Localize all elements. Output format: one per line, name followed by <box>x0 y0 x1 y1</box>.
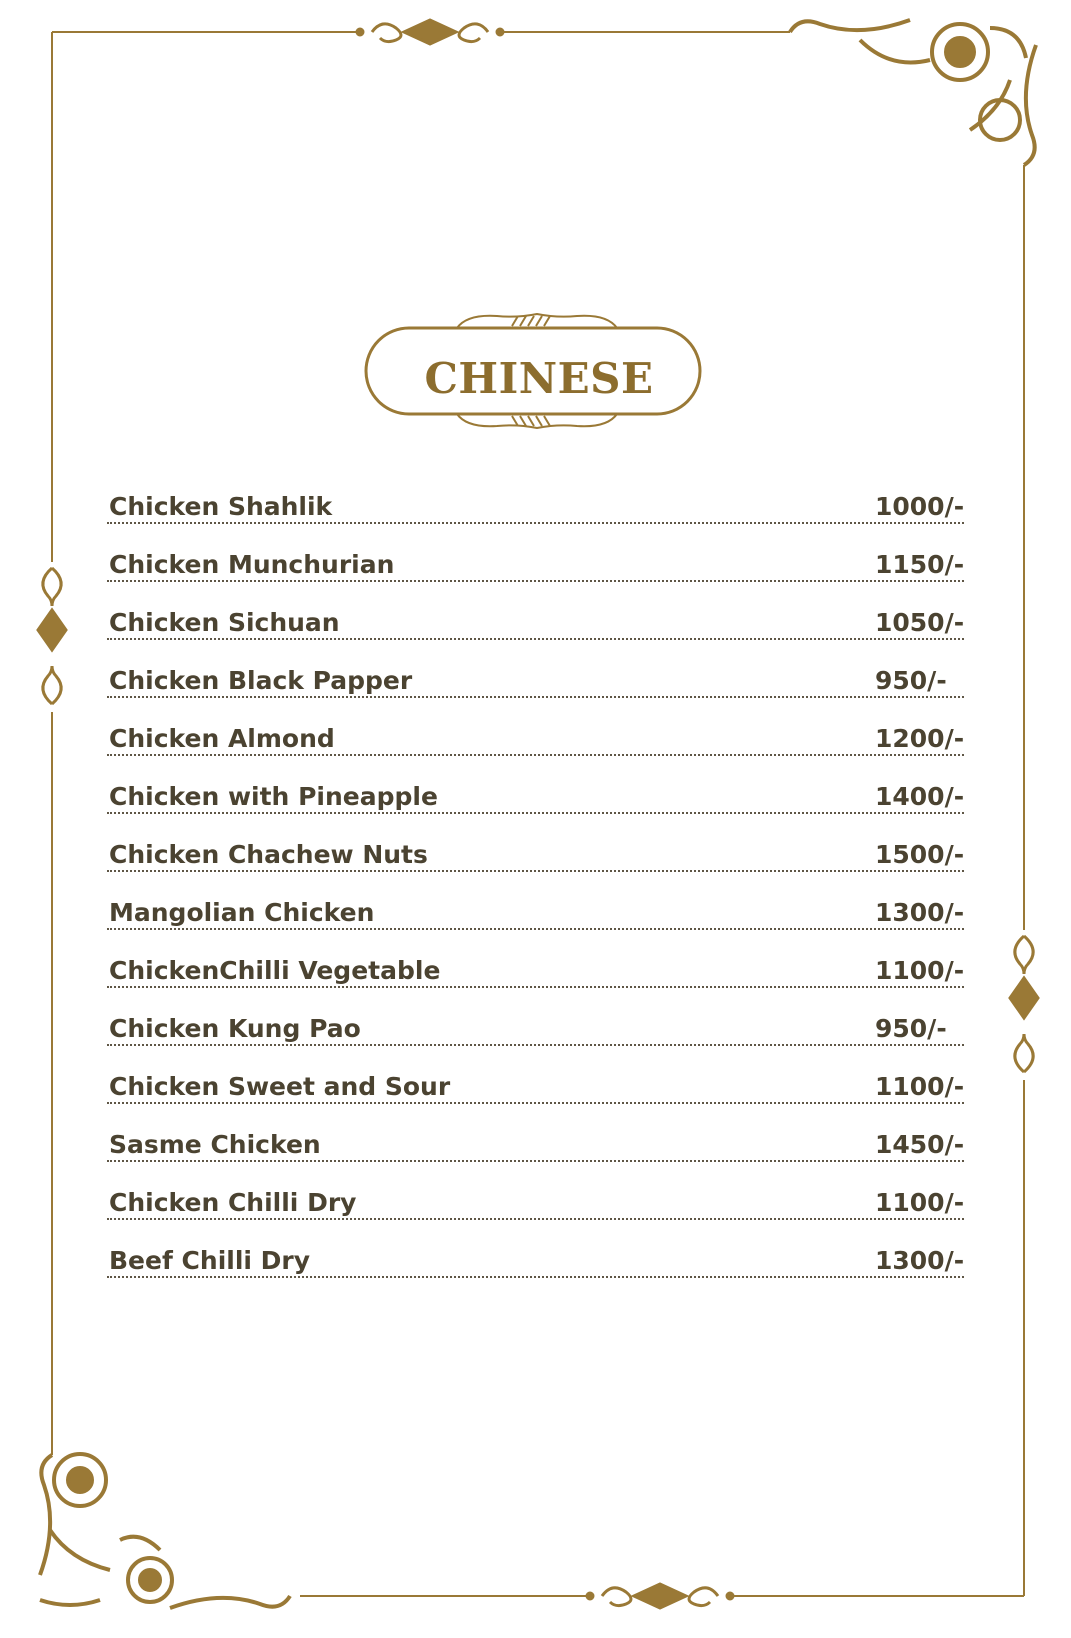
menu-item-row <box>107 698 964 756</box>
menu-item-name: Beef Chilli Dry <box>109 1246 311 1275</box>
menu-item-row <box>107 1162 964 1220</box>
menu-item-name: Chicken Kung Pao <box>109 1014 361 1043</box>
menu-item-name: Chicken Chachew Nuts <box>109 840 428 869</box>
section-title-cartouche <box>362 312 716 442</box>
menu-item-row <box>107 524 964 582</box>
menu-item-name: Sasme Chicken <box>109 1130 321 1159</box>
menu-item-price: 1050/- <box>875 608 965 637</box>
menu-item-row <box>107 1046 964 1104</box>
menu-item-row <box>107 1220 964 1278</box>
section-title: CHINESE <box>424 353 654 403</box>
menu-item-price: 1000/- <box>875 492 965 521</box>
menu-item-price: 950/- <box>875 666 947 695</box>
menu-item-name: Chicken Sichuan <box>109 608 340 637</box>
menu-item-name: ChickenChilli Vegetable <box>109 956 441 985</box>
right-side-flourish-icon <box>1010 930 1038 1080</box>
menu-item-price: 1100/- <box>875 1188 965 1217</box>
menu-item-name: Chicken Shahlik <box>109 492 333 521</box>
menu-item-price: 1400/- <box>875 782 965 811</box>
menu-item-price: 1150/- <box>875 550 965 579</box>
bottom-left-corner-flourish-icon <box>40 1454 290 1608</box>
top-center-flourish-icon <box>357 20 503 44</box>
menu-item-price: 1100/- <box>875 956 965 985</box>
menu-item-row <box>107 640 964 698</box>
menu-item-row <box>107 930 964 988</box>
menu-item-row <box>107 582 964 640</box>
menu-item-row <box>107 988 964 1046</box>
menu-item-name: Chicken Almond <box>109 724 335 753</box>
menu-item-row <box>107 1104 964 1162</box>
menu-item-price: 1500/- <box>875 840 965 869</box>
top-right-corner-flourish-icon <box>790 20 1036 165</box>
menu-item-price: 1100/- <box>875 1072 965 1101</box>
menu-item-name: Chicken Sweet and Sour <box>109 1072 451 1101</box>
menu-item-price: 1300/- <box>875 1246 965 1275</box>
menu-item-name: Chicken with Pineapple <box>109 782 438 811</box>
menu-item-row <box>107 756 964 814</box>
menu-item-name: Chicken Munchurian <box>109 550 395 579</box>
bottom-center-flourish-icon <box>587 1584 733 1608</box>
menu-item-price: 1300/- <box>875 898 965 927</box>
menu-item-price: 1450/- <box>875 1130 965 1159</box>
menu-list <box>107 492 965 1278</box>
menu-item-row <box>107 492 965 524</box>
menu-item-price: 950/- <box>875 1014 947 1043</box>
menu-item-name: Chicken Chilli Dry <box>109 1188 357 1217</box>
menu-item-name: Chicken Black Papper <box>109 666 413 695</box>
menu-item-price: 1200/- <box>875 724 965 753</box>
left-side-flourish-icon <box>38 562 66 712</box>
menu-item-row <box>107 872 964 930</box>
menu-item-row <box>107 814 964 872</box>
menu-item-name: Mangolian Chicken <box>109 898 375 927</box>
